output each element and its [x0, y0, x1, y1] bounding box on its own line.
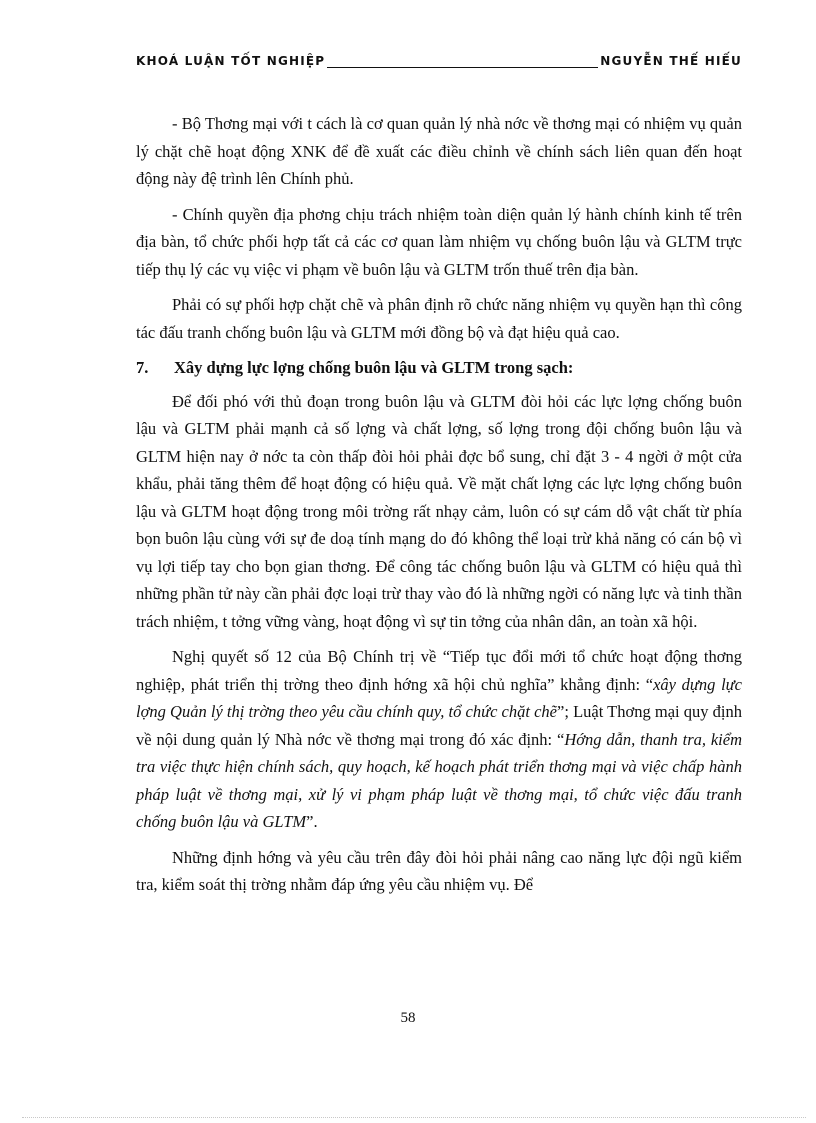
paragraph-4: Để đối phó với thủ đoạn trong buôn lậu và GLTM đòi hỏi các lực lợng chống buôn lậu và GLTM phải mạnh cả số lợng và chất lợng, số lợng trong đội chống buôn lậu và GLTM hiện nay ở nớc ta còn thấp đòi hỏi phải đợc bổ sung, chỉ đặt 3 - 4 ngời ở một cửa khẩu, phải tăng thêm để hoạt động có hiệu quả. Về mặt chất lợng các lực lợng chống buôn lậu và GLTM hoạt động trong môi trờng rất nhạy cảm, luôn có sự cám dỗ vật chất từ phía bọn buôn lậu cùng với sự đe doạ tính mạng do đó không thể loại trừ khả năng có cán bộ vì vụ lợi tiếp tay cho bọn gian thơng. Để công tác chống buôn lậu và GLTM có hiệu quả thì những phần tử này cần phải đợc loại trừ thay vào đó là những ngời có năng lực và tinh thần trách nhiệm, t tởng vững vàng, hoạt động vì sự tin tởng của nhân dân, an toàn xã hội.	[136, 391, 742, 631]
section-heading	[136, 354, 742, 382]
p5-quote-italic-1: xây dựng lực lợng Quản lý thị trờng theo yêu cầu chính quy, tổ chức chặt chẽ	[136, 674, 742, 721]
page-number: 58	[400, 1010, 416, 1026]
paragraph-2: - Chính quyền địa phơng chịu trách nhiệm toàn diện quản lý hành chính kinh tế trên địa bàn, tổ chức phối hợp tất cả các cơ quan làm nhiệm vụ chống buôn lậu và GLTM trực tiếp thụ lý các vụ việc vi phạm về buôn lậu và GLTM trốn thuế trên địa bàn.	[136, 204, 742, 279]
p5-text-a: Nghị quyết số 12 của Bộ Chính trị về “Tiếp tục đổi mới tổ chức hoạt động thơng nghiệp, phát triển thị trờng theo định hớng xã hội chủ nghĩa” khẳng định: “	[136, 647, 742, 694]
header-left-title: KHOÁ LUẬN TỐT NGHIỆP	[136, 54, 326, 68]
page-header	[136, 50, 742, 72]
p5-quote-italic-2: Hớng dẫn, thanh tra, kiểm tra việc thực hiện chính sách, quy hoạch, kế hoạch phát triển thơng mại và việc chấp hành pháp luật về thơng mại, xử lý vi phạm pháp luật về thơng mại, tổ chức việc đấu tranh chống buôn lậu và GLTM	[136, 729, 742, 831]
section-number: 7.	[136, 358, 149, 377]
p5-text-e: ”.	[306, 812, 318, 831]
section-title: Xây dựng lực lợng chống buôn lậu và GLTM trong sạch:	[174, 358, 574, 377]
page-body	[136, 110, 742, 907]
paragraph-3: Phải có sự phối hợp chặt chẽ và phân định rõ chức năng nhiệm vụ quyền hạn thì công tác đấu tranh chống buôn lậu và GLTM mới đồng bộ và đạt hiệu quả cao.	[136, 295, 742, 342]
p5-text-c: ”; Luật Thơng mại quy định về nội dung quản lý Nhà nớc về thơng mại trong đó xác định: “	[136, 702, 742, 749]
header-author-name: NGUYỄN THẾ HIẾU	[600, 54, 742, 68]
paragraph-6: Những định hớng và yêu cầu trên đây đòi hỏi phải nâng cao năng lực đội ngũ kiểm tra, kiểm soát thị trờng nhằm đáp ứng yêu cầu nhiệm vụ. Để	[136, 847, 742, 894]
page-bottom-dotted-line	[22, 1117, 806, 1118]
paragraph-1: - Bộ Thơng mại với t cách là cơ quan quản lý nhà nớc về thơng mại có nhiệm vụ quản lý chặt chẽ hoạt động XNK để đề xuất các điều chỉnh về chính sách liên quan đến hoạt động này đệ trình lên Chính phủ.	[136, 114, 742, 188]
paragraph-5	[136, 643, 742, 836]
